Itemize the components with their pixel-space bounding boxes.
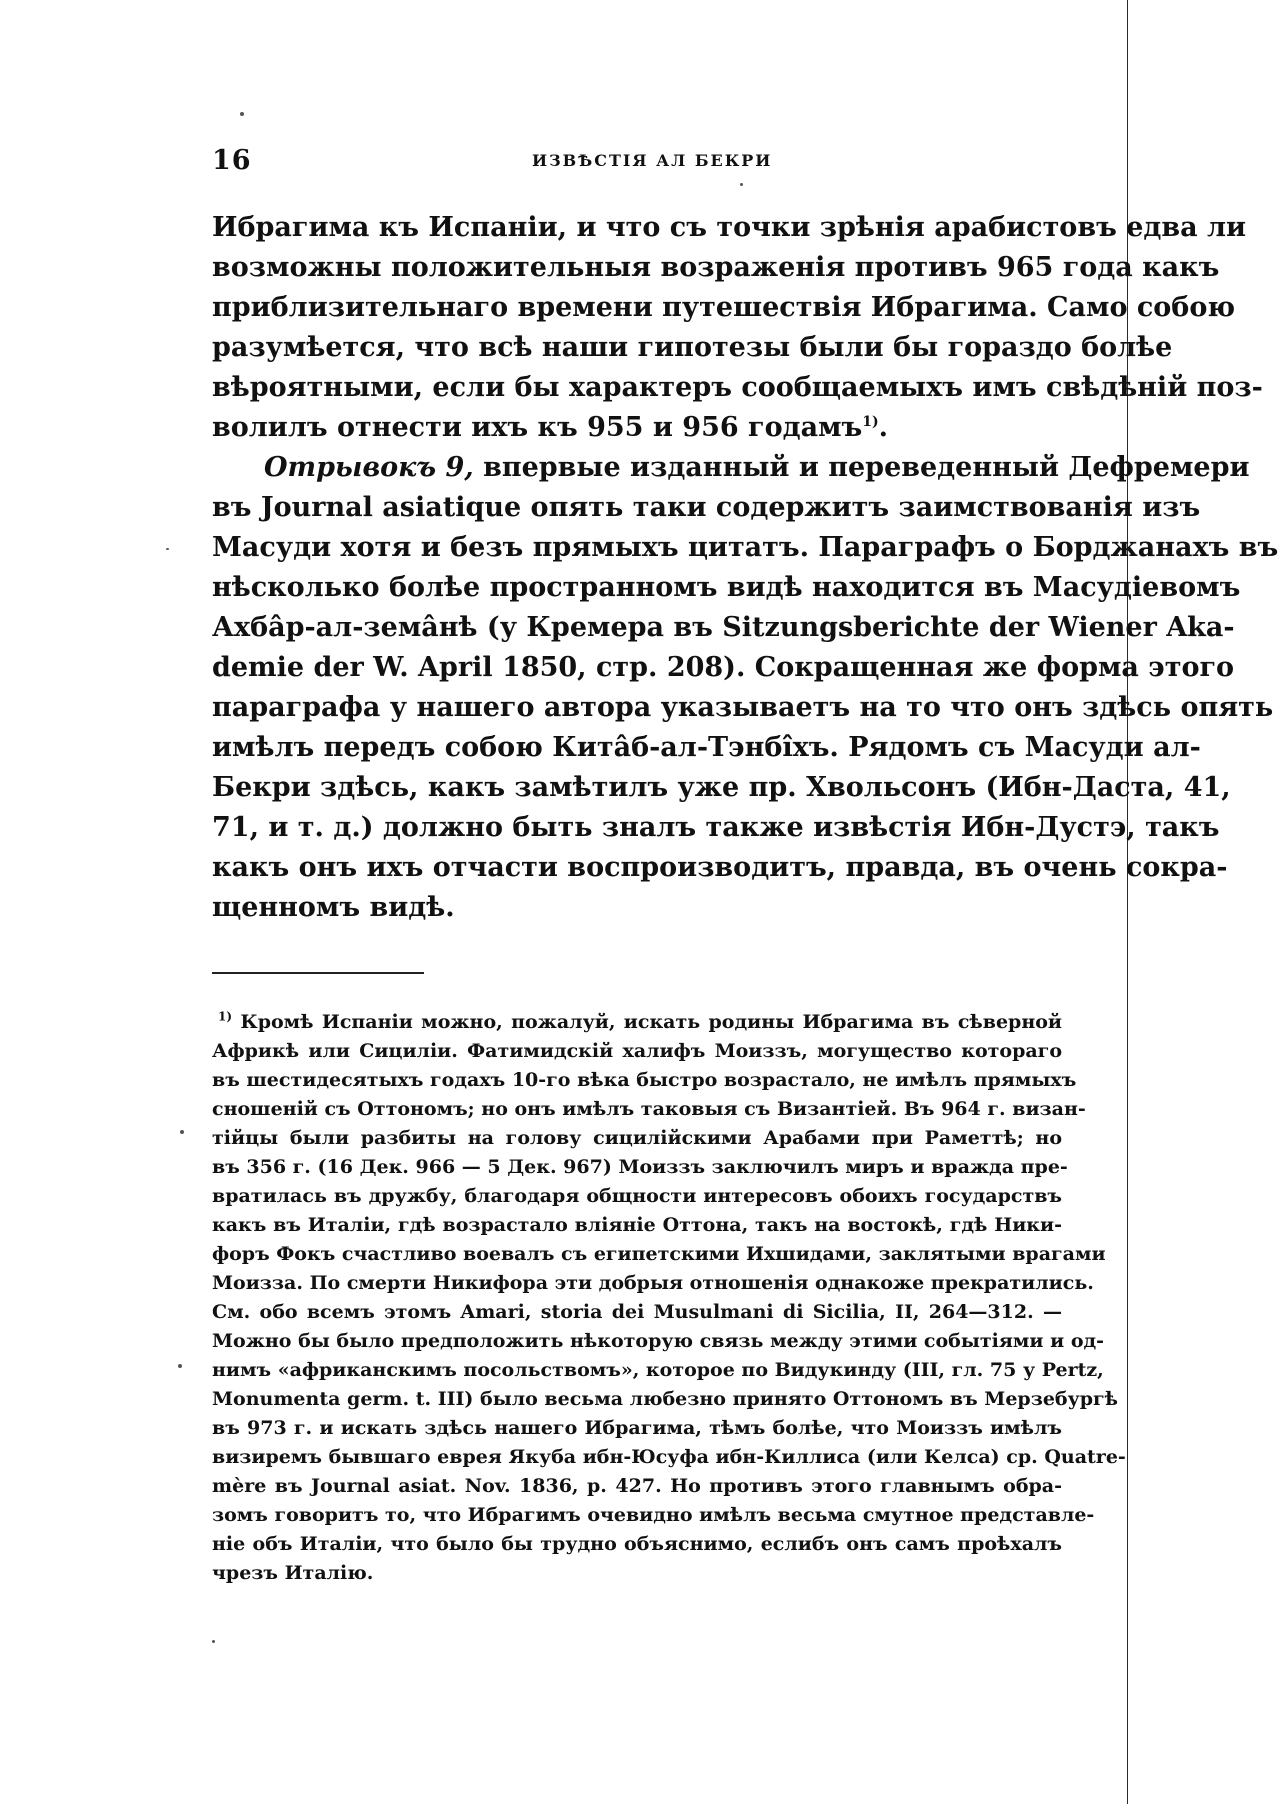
footnote-line: ніе объ Италіи, что было бы трудно объяснимо, еслибъ онъ самъ проѣхалъ <box>212 1533 1062 1555</box>
footnote-line: въ 973 г. и искать здѣсь нашего Ибрагима, тѣмъ болѣе, что Моиззъ имѣлъ <box>212 1417 1062 1439</box>
scan-speck <box>240 112 244 116</box>
body-line-text: волилъ отнести ихъ къ 955 и 956 годамъ <box>212 412 863 443</box>
footnote-line: тійцы были разбиты на голову сицилійскими Арабами при Раметтѣ; но <box>212 1127 1062 1149</box>
scan-speck <box>180 1130 184 1134</box>
body-line: Бекри здѣсь, какъ замѣтилъ уже пр. Хвольсонъ (Ибн-Даста, 41, <box>212 772 1231 803</box>
scan-speck <box>212 1640 215 1643</box>
body-line: разумѣется, что всѣ наши гипотезы были бы гораздо болѣе <box>212 332 1173 363</box>
page-number: 16 <box>212 145 252 176</box>
footnote-line: визиремъ бывшаго еврея Якуба ибн-Юсуфа ибн-Киллиса (или Келса) ср. Quatre- <box>212 1446 1126 1468</box>
footnote-line: Можно бы было предположить нѣкоторую связь между этими событіями и од- <box>212 1330 1105 1352</box>
body-line: вѣроятными, если бы характеръ сообщаемыхъ имъ свѣдѣній поз- <box>212 372 1263 403</box>
body-line-with-footnote <box>212 408 1062 448</box>
body-line: въ Journal asiatique опять таки содержитъ заимствованія изъ <box>212 492 1201 523</box>
fragment-label: Отрывокъ 9, <box>264 452 474 483</box>
paragraph-start-line <box>212 448 1250 488</box>
body-line: Ахбâр-ал-земâнѣ (у Кремера въ Sitzungsberichte der Wiener Aka- <box>212 612 1235 643</box>
paragraph-start-text: впервые изданный и переведенный Дефремери <box>473 452 1250 483</box>
footnote-line: въ шестидесятыхъ годахъ 10-го вѣка быстро возрастало, не имѣлъ прямыхъ <box>212 1069 1077 1091</box>
body-line: параграфа у нашего автора указываетъ на то что онъ здѣсь опять <box>212 692 1274 723</box>
scan-speck <box>166 548 169 550</box>
footnote-line-text: Кромѣ Испаніи можно, пожалуй, искать родины Ибрагима въ сѣверной <box>240 1011 1062 1033</box>
footnote-line: нимъ «африканскимъ посольствомъ», которое по Видукинду (III, гл. 75 у Pertz, <box>212 1359 1104 1381</box>
footnote-marker: 1) <box>218 1009 233 1024</box>
scan-speck <box>740 183 743 186</box>
footnote-line: какъ въ Италіи, гдѣ возрастало вліяніе Оттона, такъ на востокѣ, гдѣ Ники- <box>212 1214 1062 1236</box>
page-header <box>212 145 1050 185</box>
body-line: 71, и т. д.) должно быть зналъ также извѣстія Ибн-Дустэ, такъ <box>212 812 1220 843</box>
footnote-line: Monumenta germ. t. III) было весьма любезно принято Оттономъ въ Мерзебургѣ <box>212 1388 1119 1410</box>
footnote-line: См. обо всемъ этомъ Amari, storia dei Musulmani di Sicilia, II, 264—312. — <box>212 1301 1062 1323</box>
footnote-line: въ 356 г. (16 Дек. 966 — 5 Дек. 967) Моиззъ заключилъ миръ и вражда пре- <box>212 1156 1068 1178</box>
footnote-line: вратилась въ дружбу, благодаря общности интересовъ обоихъ государствъ <box>212 1185 1062 1207</box>
main-text <box>212 208 1278 928</box>
footnote-line: сношеній съ Оттономъ; но онъ имѣлъ таковыя съ Византіей. Въ 964 г. визан- <box>212 1098 1086 1120</box>
body-line: нѣсколько болѣе пространномъ видѣ находится въ Масудіевомъ <box>212 572 1241 603</box>
footnote-block <box>212 1008 1126 1588</box>
footnote-line: зомъ говоритъ то, что Ибрагимъ очевидно имѣлъ весьма смутное представле- <box>212 1504 1095 1526</box>
footnote-line: форъ Фокъ счастливо воевалъ съ египетскими Ихшидами, заклятыми врагами <box>212 1243 1106 1265</box>
footnote-line: Моизза. По смерти Никифора эти добрыя отношенія однакоже прекратились. <box>212 1272 1094 1294</box>
footnote-divider <box>212 972 424 974</box>
scan-speck <box>178 1364 182 1368</box>
body-line: Масуди хотя и безъ прямыхъ цитатъ. Параграфъ о Борджанахъ въ <box>212 532 1278 563</box>
body-line: Ибрагима къ Испаніи, и что съ точки зрѣнія арабистовъ едва ли <box>212 212 1247 243</box>
running-title: ИЗВѢСТІЯ АЛ БЕКРИ <box>532 151 773 170</box>
body-line: demie der W. April 1850, стр. 208). Сокращенная же форма этого <box>212 652 1235 683</box>
body-line: щенномъ видѣ. <box>212 892 455 923</box>
footnote-line: mère въ Journal asiat. Nov. 1836, p. 427. Но противъ этого главнымъ обра- <box>212 1475 1062 1497</box>
body-line: возможны положительныя возраженія противъ 965 года какъ <box>212 252 1220 283</box>
footnote-line: Африкѣ или Сициліи. Фатимидскій халифъ Моиззъ, могущество котораго <box>212 1040 1062 1062</box>
footnote-line: чрезъ Италію. <box>212 1562 374 1584</box>
footnote-reference: 1) <box>862 414 879 430</box>
footnote-line <box>212 1008 1062 1037</box>
sentence-end: . <box>878 412 889 443</box>
body-line: имѣлъ передъ собою Китâб-ал-Тэнбîхъ. Рядомъ съ Масуди ал- <box>212 732 1201 763</box>
body-line: какъ онъ ихъ отчасти воспроизводитъ, правда, въ очень сокра- <box>212 852 1228 883</box>
body-line: приблизительнаго времени путешествія Ибрагима. Само собою <box>212 292 1236 323</box>
